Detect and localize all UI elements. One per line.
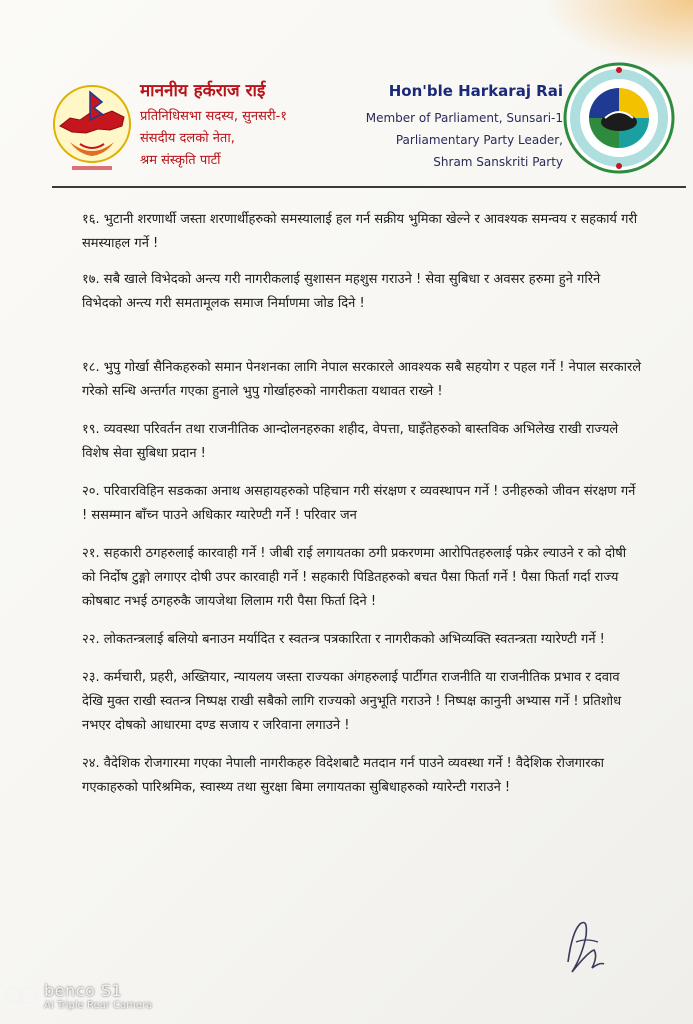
paragraph-17: १७. सबै खाले विभेदको अन्त्य गरी नागरीकलाई सुशासन महशुस गराउने ! सेवा सुबिधा र अवसर हरुमा हुने गरिने विभेदको अन्त्य गरी समतामूलक समाज निर्माणमा जोड दिने ! — [82, 272, 601, 311]
header-english-line: Member of Parliament, Sunsari-1 — [365, 111, 563, 125]
watermark-brand: benco S1 — [44, 981, 123, 1000]
header-english — [366, 80, 563, 173]
nepal-map-emblem-icon — [50, 80, 134, 178]
light-glare — [543, 0, 693, 70]
header-divider — [52, 186, 686, 188]
document-body — [82, 200, 642, 800]
header-nepali-line: प्रतिनिधिसभा सदस्य, सुनसरी-१ — [140, 109, 288, 124]
header-english-line: Shram Sanskriti Party — [433, 155, 563, 169]
watermark-subtitle: AI Triple Rear Camera — [44, 1000, 153, 1011]
paragraph-18: १८. भुपु गोर्खा सैनिकहरुको समान पेनशनका लागि नेपाल सरकारले आवश्यक सबै सहयोग र पहल गर्ने ! नेपाल सरकारले गरेको सन्धि अन्तर्गत गएका हुनाले भुपु गोर्खाहरुको नागरीकता यथावत राख्ने ! — [82, 360, 642, 399]
paragraph-23: २३. कर्मचारी, प्रहरी, अख्तियार, न्यायलय जस्ता राज्यका अंगहरुलाई पार्टीगत राजनीति या राजनीतिक प्रभाव र दवाव देखि मुक्त राखी स्वतन्त्र निष्पक्ष राखी सबैको लागि राज्यको अनुभूति गराउने ! निष्पक्ष कानुनी अभ्यास गर्ने ! प्रतिशोध नभएर दोषको आधारमा दण्ड सजाय र जरिवाना लगाउने ! — [82, 670, 622, 733]
header-english-line: Parliamentary Party Leader, — [395, 133, 563, 147]
paragraph-19: १९. व्यवस्था परिवर्तन तथा राजनीतिक आन्दोलनहरुका शहीद, वेपत्ता, घाइँतेहरुको बास्तविक अभिलेख राखी राज्यले विशेष सेवा सुबिधा प्रदान ! — [82, 422, 619, 461]
signature-icon — [558, 912, 608, 982]
header-nepali-line: श्रम संस्कृति पार्टी — [140, 153, 221, 168]
paragraph-22: २२. लोकतन्त्रलाई बलियो बनाउन मर्यादित र स्वतन्त्र पत्रकारिता र नागरीकको अभिव्यक्ति स्वतन्त्रता ग्यारेण्टी गर्ने ! — [82, 632, 605, 647]
header-nepali-line: संसदीय दलको नेता, — [140, 131, 235, 146]
paragraph-16: १६. भुटानी शरणार्थी जस्ता शरणार्थीहरुको समस्यालाई हल गर्न सक्रीय भुमिका खेल्ने र आवश्यक समन्वय र सहकार्य गरी समस्याहल गर्ने ! — [82, 212, 638, 251]
paragraph-21: २१. सहकारी ठगहरुलाई कारवाही गर्ने ! जीबी राई लगायतका ठगी प्रकरणमा आरोपितहरुलाई पक्रेर ल्याउने र को दोषी को निर्दोष टुङ्गो लगाएर दोषी उपर कारवाही गर्ने ! सहकारी पिडितहरुको बचत पैसा फिर्ता गर्ने ! पैसा फिर्ता गर्दा राज्य कोषबाट नभई ठगहरुकै जायजेथा लिलाम गरी पैसा फिर्ता दिने ! — [82, 546, 627, 609]
mp-name-english: Hon'ble Harkaraj Rai — [388, 82, 563, 100]
paragraph-20: २०. परिवारविहिन सडकका अनाथ असहायहरुको पहिचान गरी संरक्षण र व्यवस्थापन गर्ने ! उनीहरुको जीवन संरक्षण गर्ने ! ससम्मान बाँच्न पाउने अधिकार ग्यारेण्टी गर्ने ! परिवार जन — [82, 484, 636, 523]
mp-name-nepali: माननीय हर्कराज राई — [140, 81, 266, 101]
camera-lens-icon — [4, 984, 38, 1006]
header-nepali — [140, 80, 287, 172]
party-election-symbol-icon — [563, 62, 675, 174]
paragraph-24: २४. वैदेशिक रोजगारमा गएका नेपाली नागरीकहरु विदेशबाटै मतदान गर्न पाउने व्यवस्था गर्ने ! वैदेशिक रोजगारका गएकाहरुको पारिश्रमिक, स्वास्थ्य तथा सुरक्षा बिमा लगायतका सुबिधाहरुको ग्यारेन्टी गराउने ! — [82, 756, 604, 795]
